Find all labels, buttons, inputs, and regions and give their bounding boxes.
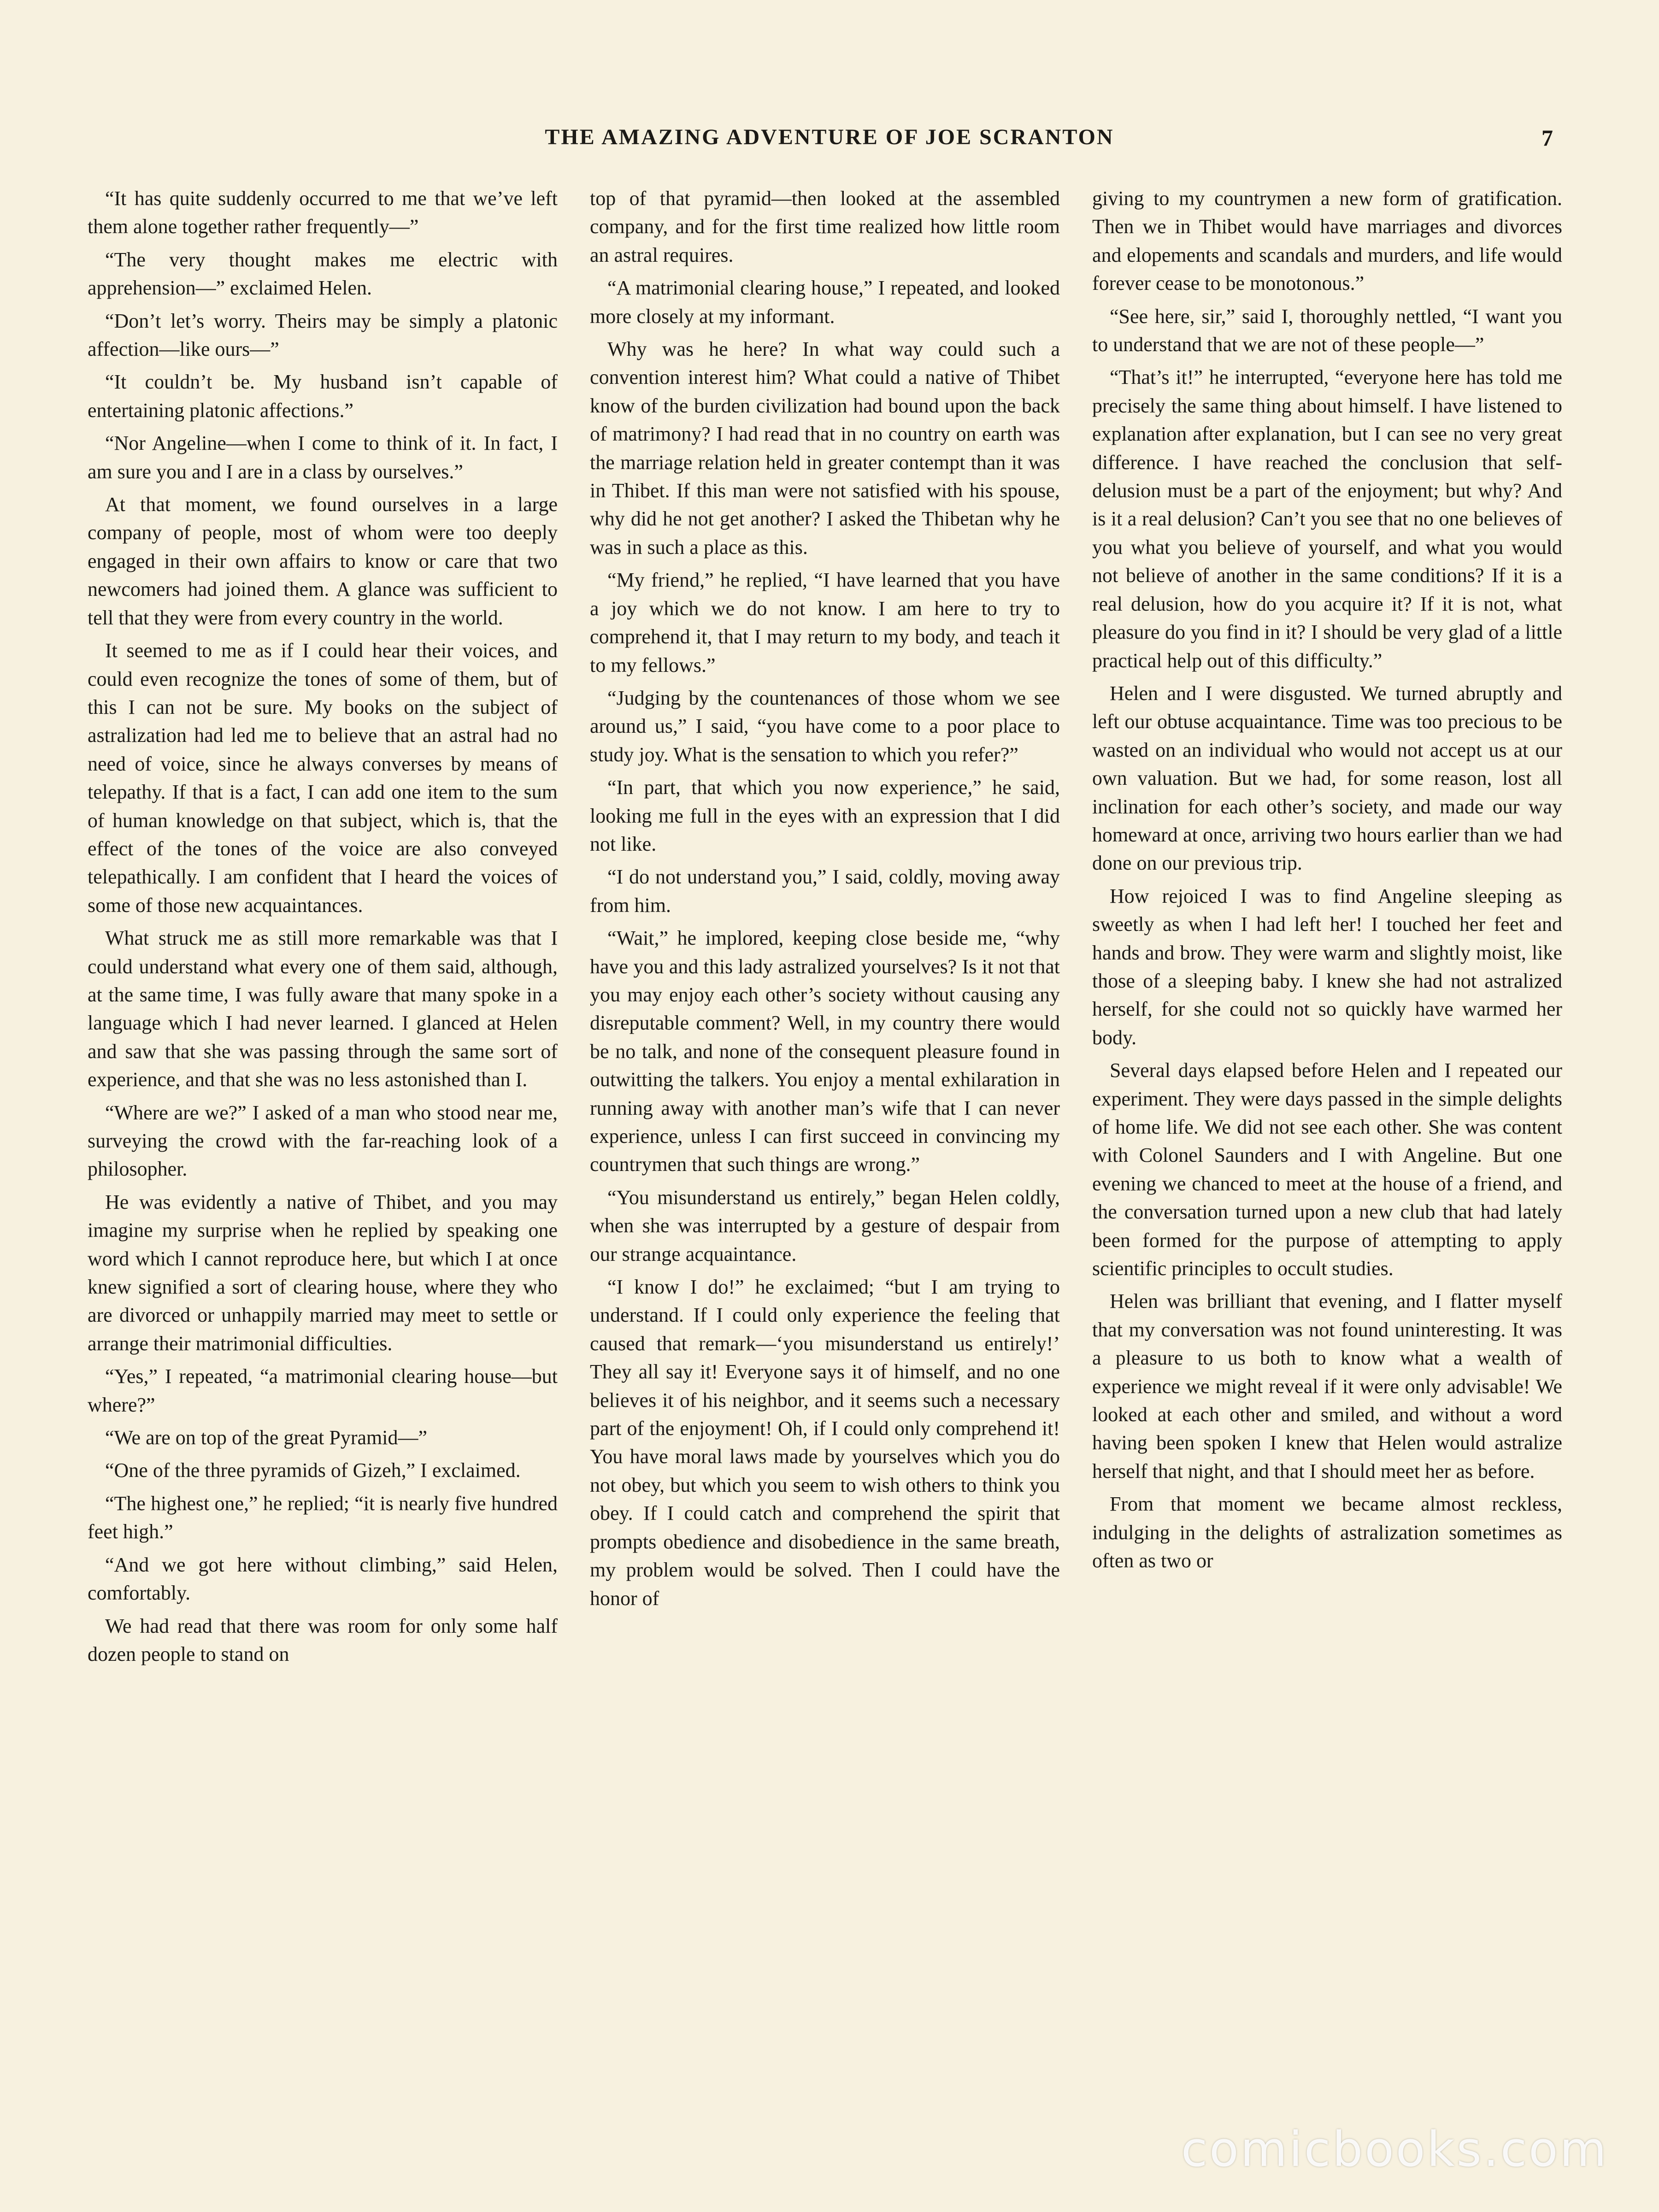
paragraph: “We are on top of the great Pyramid—” xyxy=(105,1426,427,1449)
text-column-1 xyxy=(88,184,558,2092)
paragraph: Why was he here? In what way could such a convention interest him? What could a native of Thibet know of the burden civilization had bound upon the back of matrimony? I had read that in no country on earth was the marriage relation held in greater contempt than it was in Thibet. If this man were not satisfied with his spouse, why did he not get another? I asked the Thibetan why he was in such a place as this. xyxy=(590,338,1060,559)
paragraph: “My friend,” he replied, “I have learned that you have a joy which we do not know. I am here to try to comprehend it, that I may return to my body, and teach it to my fellows.” xyxy=(590,569,1060,677)
paragraph: “That’s it!” he interrupted, “everyone here has told me precisely the same thing about himself. I have listened to explanation after explanation, but I can see no very great difference. I have reached the conclusion that self-delusion must be a part of the enjoyment; but why? And is it a real delusion? Can’t you see that no one believes of you what you believe of yourself, and what you would not believe of another in the same conditions? If it is a real delusion, how do you acquire it? If it is not, what pleasure do you find in it? I should be very glad of a little practical help out of this difficulty.” xyxy=(1092,366,1562,672)
paragraph: “It has quite suddenly occurred to me that we’ve left them alone together rather frequently—” xyxy=(88,187,558,238)
paragraph: “In part, that which you now experience,” he said, looking me full in the eyes with an expression that I did not like. xyxy=(590,776,1060,855)
paragraph: Several days elapsed before Helen and I repeated our experiment. They were days passed in the simple delights of home life. We did not see each other. She was content with Colonel Saunders and I with Angeline. But one evening we chanced to meet at the house of a friend, and the conversation turned upon a new club that had lately been formed for the purpose of attempting to apply scientific principles to occult studies. xyxy=(1092,1059,1562,1280)
paragraph: “One of the three pyramids of Gizeh,” I exclaimed. xyxy=(105,1459,521,1482)
paragraph: “It couldn’t be. My husband isn’t capable of entertaining platonic affections.” xyxy=(88,371,558,422)
watermark: comicbooks.com xyxy=(1181,2121,1608,2177)
paragraph: “And we got here without climbing,” said Helen, comfortably. xyxy=(88,1553,558,1605)
paragraph: “A matrimonial clearing house,” I repeated, and looked more closely at my informant. xyxy=(590,276,1060,328)
paragraph: How rejoiced I was to find Angeline sleeping as sweetly as when I had left her! I touched her feet and hands and brow. They were warm and slightly moist, like those of a sleeping baby. I knew she had not astralized herself, for she could not so quickly have warmed her body. xyxy=(1092,884,1562,1049)
paragraph: “The highest one,” he replied; “it is nearly five hundred feet high.” xyxy=(88,1492,558,1543)
text-column-3 xyxy=(1092,184,1562,2092)
paragraph: “You misunderstand us entirely,” began Helen coldly, when she was interrupted by a gesture of despair from our strange acquaintance. xyxy=(590,1186,1060,1265)
paragraph: “I know I do!” he exclaimed; “but I am trying to understand. If I could only experience the feeling that caused that remark—‘you misunderstand us entirely!’ They all say it! Everyone says it of himself, and no one believes it of his neighbor, and it seems such a necessary part of the enjoyment! Oh, if I could only comprehend it! You have moral laws made by yourselves which you do not obey, but which you seem to wish others to think you obey. If I could catch and comprehend the spirit that prompts obedience and disobedience in the same breath, my problem would be solved. Then I could have the honor of xyxy=(590,1276,1060,1610)
paragraph: He was evidently a native of Thibet, and you may imagine my surprise when he replied by speaking one word which I cannot reproduce here, but which I at once knew signified a sort of clearing house, where they who are divorced or unhappily married may meet to settle or arrange their matrimonial difficulties. xyxy=(88,1190,558,1355)
paragraph: top of that pyramid—then looked at the assembled company, and for the first time realized how little room an astral requires. xyxy=(590,187,1060,266)
page-number: 7 xyxy=(1541,125,1553,151)
paragraph: “Don’t let’s worry. Theirs may be simply a platonic affection—like ours—” xyxy=(88,309,558,361)
paragraph: “Wait,” he implored, keeping close beside me, “why have you and this lady astralized yourselves? Is it not that you may enjoy each other’s society without causing any disreputable comment? Well, in my country there would be no talk, and none of the consequent pleasure found in outwitting the talkers. You enjoy a mental exhilaration in running away with another man’s wife that I can never experience, unless I can first succeed in convincing my countrymen that such things are wrong.” xyxy=(590,927,1060,1176)
paragraph: Helen was brilliant that evening, and I flatter myself that my conversation was not found uninteresting. It was a pleasure to us both to know what a wealth of experience we might reveal if it were only advisable! We looked at each other and smiled, and without a word having been spoken I knew that Helen would astralize herself that night, and that I should meet her as before. xyxy=(1092,1290,1562,1483)
paragraph: giving to my countrymen a new form of gratification. Then we in Thibet would have marriages and divorces and elopements and scandals and murders, and life would forever cease to be monotonous.” xyxy=(1092,187,1562,295)
paragraph: “I do not understand you,” I said, coldly, moving away from him. xyxy=(590,865,1060,917)
page-header xyxy=(106,124,1553,161)
running-head: THE AMAZING ADVENTURE OF JOE SCRANTON xyxy=(545,125,1114,149)
paragraph: “Nor Angeline—when I come to think of it. In fact, I am sure you and I are in a class by ourselves.” xyxy=(88,432,558,483)
paragraph: We had read that there was room for only some half dozen people to stand on xyxy=(88,1614,558,1665)
paragraph: “See here, sir,” said I, thoroughly nettled, “I want you to understand that we are not of these people—” xyxy=(1092,305,1562,356)
paragraph: At that moment, we found ourselves in a large company of people, most of whom were too deeply engaged in their own affairs to know or care that two newcomers had joined them. A glance was sufficient to tell that they were from every country in the world. xyxy=(88,493,558,629)
paragraph: “Yes,” I repeated, “a matrimonial clearing house—but where?” xyxy=(88,1365,558,1416)
text-columns xyxy=(88,184,1562,2092)
paragraph: From that moment we became almost reckless, indulging in the delights of astralization sometimes as often as two or xyxy=(1092,1493,1562,1572)
paragraph: Helen and I were disgusted. We turned abruptly and left our obtuse acquaintance. Time was too precious to be wasted on an individual who would not accept us at our own valuation. But we had, for some reason, lost all inclination for each other’s society, and made our way homeward at once, arriving two hours earlier than we had done on our previous trip. xyxy=(1092,682,1562,875)
paragraph: “Judging by the countenances of those whom we see around us,” I said, “you have come to a poor place to study joy. What is the sensation to which you refer?” xyxy=(590,686,1060,766)
paragraph: It seemed to me as if I could hear their voices, and could even recognize the tones of some of them, but of this I can not be sure. My books on the subject of astralization had led me to believe that an astral had no need of voice, since he always converses by means of telepathy. If that is a fact, I can add one item to the sum of human knowledge on that subject, which is, that the effect of the tones of the voice are also conveyed telepathically. I am confident that I heard the voices of some of those new acquaintances. xyxy=(88,639,558,917)
text-column-2 xyxy=(590,184,1060,2092)
paragraph: “The very thought makes me electric with apprehension—” exclaimed Helen. xyxy=(88,248,558,300)
paragraph: What struck me as still more remarkable was that I could understand what every one of them said, although, at the same time, I was fully aware that many spoke in a language which I had never learned. I glanced at Helen and saw that she was passing through the same sort of experience, and that she was no less astonished than I. xyxy=(88,927,558,1091)
paragraph: “Where are we?” I asked of a man who stood near me, surveying the crowd with the far-reaching look of a philosopher. xyxy=(88,1101,558,1181)
